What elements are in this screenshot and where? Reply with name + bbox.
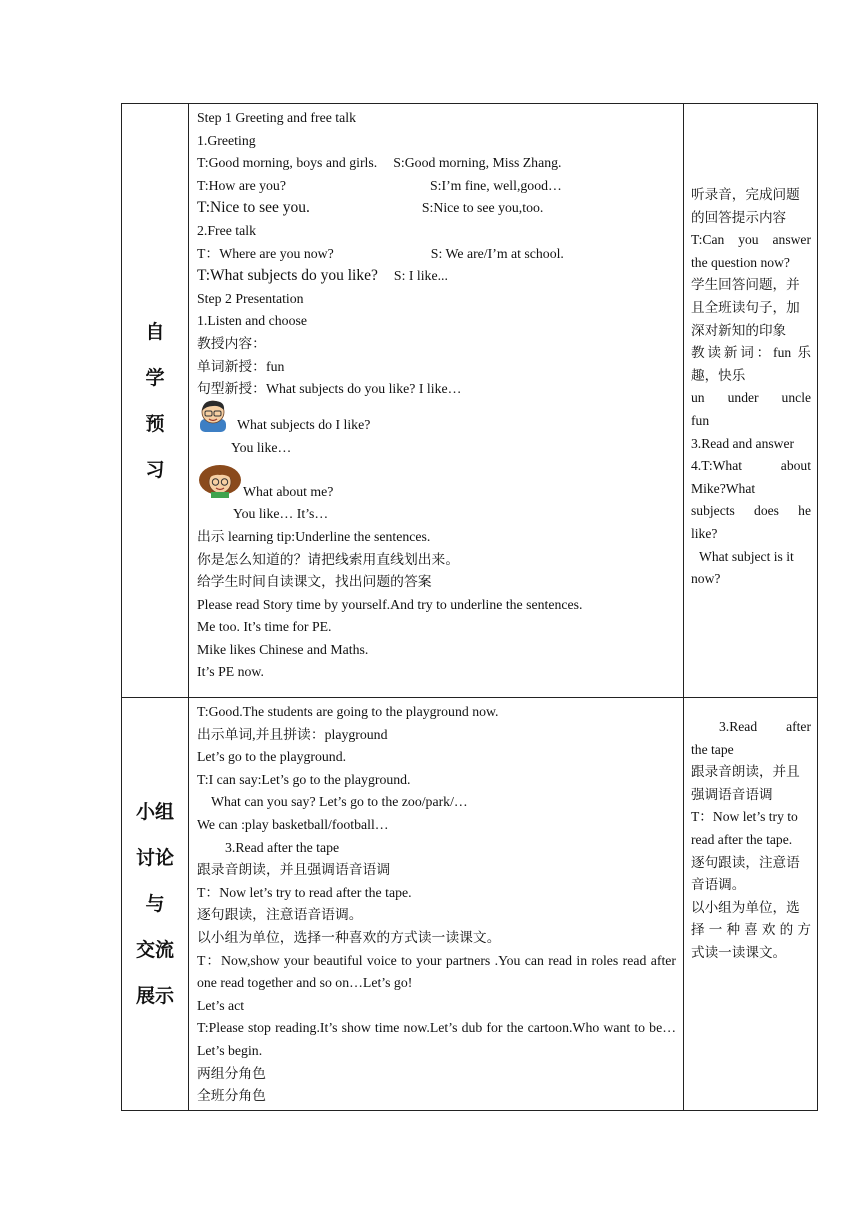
content-line: 3.Read after the tape (225, 839, 340, 855)
note-line: 深对新知的印象 (691, 322, 787, 338)
label-word: 与 (145, 892, 165, 915)
note-line: read after the tape. (691, 831, 793, 847)
label-word: 小组 (135, 800, 174, 823)
note-line: T：Now let’s try to (691, 809, 798, 825)
content-line: Let’s go to the playground. (197, 749, 347, 765)
row-group-discussion (122, 698, 818, 1111)
teaching-content-self-study (189, 104, 684, 698)
note-line: 4.T:What about (691, 458, 811, 474)
label-char: 预 (145, 412, 165, 435)
dialogue-line: T:What subjects do you like? S: I like... (197, 267, 448, 285)
step-heading: Step 2 Presentation (197, 290, 304, 306)
dialogue-line: T:Good morning, boys and girls. S:Good morning, Miss Zhang. (197, 155, 562, 171)
girl-question-row (197, 459, 676, 503)
note-line: 学生回答问题，并 (691, 277, 800, 293)
question-line: What about me? (243, 483, 334, 499)
note-line: T:Can you answer (691, 232, 811, 248)
content-line: We can :play basketball/football… (197, 816, 389, 832)
note-line: 跟录音朗读，并且 (691, 764, 800, 780)
content-line: T：Now,show your beautiful voice to your partners .You can read in roles read after one read together and so on…Let’s go! (197, 952, 676, 991)
dialogue-line: T:How are you? S:I’m fine, well,good… (197, 177, 562, 193)
note-line: 且全班读句子，加 (691, 299, 800, 315)
teacher-notes-group-discussion (684, 698, 818, 1111)
question-line: What subjects do I like? (237, 417, 371, 433)
note-line: 3.Read and answer (691, 435, 795, 451)
boy-avatar-icon (197, 398, 231, 437)
content-line: 以小组为单位，选择一种喜欢的方式读一读课文。 (197, 929, 501, 945)
content-line: 出示单词,并且拼读：playground (197, 726, 388, 742)
answer-line: You like… It’s… (233, 506, 329, 522)
note-line: now? (691, 571, 721, 587)
content-line: 两组分角色 (197, 1065, 266, 1081)
note-line: 以小组为单位，选 (691, 899, 800, 915)
label-char: 习 (145, 458, 165, 481)
label-word: 交流 (135, 938, 174, 961)
content-line: T:I can say:Let’s go to the playground. (197, 771, 411, 787)
boy-question-row (197, 401, 676, 437)
note-line: un under uncle (691, 390, 811, 406)
note-line: Mike?What (691, 480, 756, 496)
girl-avatar-icon (197, 464, 243, 503)
label-char: 学 (145, 366, 165, 389)
sub-heading: 1.Listen and choose (197, 313, 307, 329)
dialogue-line: T：Where are you now? S: We are/I’m at school. (197, 245, 564, 261)
note-line: the tape (691, 741, 734, 757)
note-line: 教读新词：fun 乐 (691, 345, 811, 361)
answer-sentence: Me too. It’s time for PE. (197, 619, 332, 635)
answer-line: You like… (231, 439, 292, 455)
content-label: 教授内容： (197, 335, 266, 351)
label-word: 讨论 (135, 846, 174, 869)
content-line: T：Now let’s try to read after the tape. (197, 884, 412, 900)
instruction-line: 你是怎么知道的？请把线索用直线划出来。 (197, 551, 460, 567)
note-line: 式读一读课文。 (691, 944, 787, 960)
note-line: like? (691, 525, 718, 541)
content-line: 全班分角色 (197, 1088, 266, 1104)
sub-heading: 2.Free talk (197, 222, 257, 238)
note-line: 趣，快乐 (691, 367, 746, 383)
note-line: 强调语音语调 (691, 786, 773, 802)
teacher-notes-self-study (684, 104, 818, 698)
content-line: What can you say? Let’s go to the zoo/park/… (211, 794, 468, 810)
note-line: subjects does he (691, 503, 811, 519)
teaching-content-group-discussion (189, 698, 684, 1111)
note-line: the question now? (691, 254, 790, 270)
content-line: T:Please stop reading.It’s show time now.Let’s dub for the cartoon.Who want to be…Let’s begin. (197, 1020, 676, 1058)
note-line: 音语调。 (691, 877, 746, 893)
row-self-study (122, 104, 818, 698)
new-sentence: 句型新授：What subjects do you like? I like… (197, 381, 462, 397)
step-heading: Step 1 Greeting and free talk (197, 110, 356, 125)
note-line: 3.Read after (719, 719, 811, 734)
note-line: What subject is it (699, 548, 794, 564)
note-line: 的回答提示内容 (691, 209, 787, 225)
learning-tip: 出示 learning tip:Underline the sentences. (197, 528, 431, 544)
row-label-group-discussion (122, 698, 189, 1111)
instruction-line: 给学生时间自读课文，找出问题的答案 (197, 574, 432, 590)
content-line: 跟录音朗读，并且强调语音语调 (197, 862, 391, 878)
lesson-plan-table (121, 103, 818, 1111)
note-line: fun (691, 412, 710, 428)
instruction-line: Please read Story time by yourself.And try to underline the sentences. (197, 596, 583, 612)
answer-sentence: Mike likes Chinese and Maths. (197, 641, 369, 657)
note-line: 逐句跟读，注意语 (691, 854, 800, 870)
note-line: 择一种喜欢的方 (691, 922, 811, 938)
answer-sentence: It’s PE now. (197, 664, 264, 680)
content-line: Let’s act (197, 997, 245, 1013)
content-line: 逐句跟读，注意语音语调。 (197, 907, 363, 923)
label-word: 展示 (135, 984, 174, 1007)
row-label-self-study (122, 104, 189, 698)
new-word: 单词新授：fun (197, 358, 285, 374)
sub-heading: 1.Greeting (197, 132, 256, 148)
note-line: 听录音，完成问题 (691, 187, 800, 202)
content-line: T:Good.The students are going to the playground now. (197, 704, 499, 719)
dialogue-line: T:Nice to see you. S:Nice to see you,too. (197, 199, 544, 217)
label-char: 自 (145, 320, 165, 343)
